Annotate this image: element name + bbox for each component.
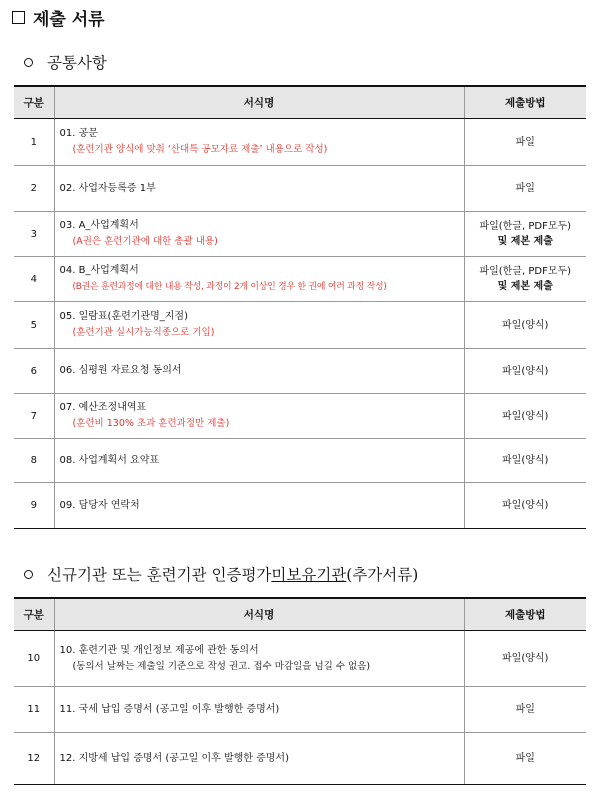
submit-method: 파일 xyxy=(464,119,586,166)
row-number: 4 xyxy=(14,257,54,302)
row-number: 8 xyxy=(14,439,54,483)
row-number: 9 xyxy=(14,483,54,529)
form-note: (B권은 훈련과정에 대한 내용 작성, 과정이 2개 이상인 경우 한 권에 여러 과정 작성) xyxy=(72,282,387,292)
form-name: 06. 심평원 자료요청 동의서 xyxy=(59,365,182,376)
submit-method-cell xyxy=(464,257,586,302)
row-number: 3 xyxy=(14,212,54,257)
submit-method: 파일(양식) xyxy=(464,483,586,529)
section-heading-common xyxy=(24,51,107,73)
form-name: 01. 공문 xyxy=(59,128,98,139)
submit-method: 파일 xyxy=(464,166,586,212)
form-note: (훈련기관 실시가능직종으로 기입) xyxy=(72,327,215,338)
form-name: 07. 예산조정내역표 xyxy=(59,402,147,413)
circle-bullet-icon xyxy=(24,58,33,67)
table-row xyxy=(14,394,586,439)
table-row xyxy=(14,212,586,257)
submit-method: 파일(양식) xyxy=(464,631,586,687)
submit-method: 파일(양식) xyxy=(464,394,586,439)
form-name-cell xyxy=(54,302,464,349)
column-header-submit-method: 제출방법 xyxy=(464,598,586,631)
form-note: (훈련기관 양식에 맞춰 ‘산대특 공모자료 제출’ 내용으로 작성) xyxy=(72,144,328,155)
column-header-submit-method: 제출방법 xyxy=(464,86,586,119)
form-name: 08. 사업계획서 요약표 xyxy=(59,454,160,466)
form-note: (A권은 훈련기관에 대한 총괄 내용) xyxy=(72,236,218,247)
table-row xyxy=(14,733,586,785)
additional-documents-table xyxy=(14,597,586,785)
table-row xyxy=(14,483,586,529)
form-name-cell xyxy=(54,439,464,483)
section-heading-additional xyxy=(24,563,418,585)
submit-method: 파일(양식) xyxy=(464,349,586,394)
checkbox-icon xyxy=(12,11,25,24)
table-row xyxy=(14,687,586,733)
form-name: 12. 지방세 납입 증명서 (공고일 이후 발행한 증명서) xyxy=(59,752,289,764)
row-number: 2 xyxy=(14,166,54,212)
submit-method: 파일(양식) xyxy=(464,302,586,349)
form-name: 05. 일람표(훈련기관명_지점) xyxy=(59,311,188,322)
form-name-cell xyxy=(54,119,464,166)
submit-method: 파일 xyxy=(464,687,586,733)
form-name: 02. 사업자등록증 1부 xyxy=(59,182,156,194)
submit-method: 파일 xyxy=(464,733,586,785)
submit-method-extra: 및 제본 제출 xyxy=(497,236,553,247)
submit-method: 파일(한글, PDF모두) xyxy=(479,266,572,277)
form-name-cell xyxy=(54,483,464,529)
form-name: 04. B_사업계획서 xyxy=(59,265,139,276)
form-name: 10. 훈련기관 및 개인정보 제공에 관한 동의서 xyxy=(59,644,259,656)
row-number: 5 xyxy=(14,302,54,349)
section-heading-underlined: 미보유기관 xyxy=(271,566,347,584)
submit-method: 파일(한글, PDF모두) xyxy=(479,221,572,232)
row-number: 7 xyxy=(14,394,54,439)
form-name-cell xyxy=(54,394,464,439)
table-row xyxy=(14,302,586,349)
column-header-form-name: 서식명 xyxy=(54,598,464,631)
common-documents-table xyxy=(14,85,586,529)
section-heading-text: 공통사항 xyxy=(47,54,107,72)
form-name-cell xyxy=(54,257,464,302)
form-name: 03. A_사업계획서 xyxy=(59,220,139,231)
circle-bullet-icon xyxy=(24,570,33,579)
table-row xyxy=(14,257,586,302)
form-name-cell xyxy=(54,212,464,257)
table-row xyxy=(14,166,586,212)
form-note: (동의서 날짜는 제출일 기준으로 작성 권고. 접수 마감일을 넘길 수 없음) xyxy=(72,660,371,672)
form-name-cell xyxy=(54,349,464,394)
table-row xyxy=(14,349,586,394)
form-name: 09. 담당자 연락처 xyxy=(59,499,140,511)
form-note: (훈련비 130% 초과 훈련과정만 제출) xyxy=(72,418,230,429)
form-name-cell xyxy=(54,687,464,733)
row-number: 11 xyxy=(14,687,54,733)
submit-method: 파일(양식) xyxy=(464,439,586,483)
table-row xyxy=(14,631,586,687)
column-header-no: 구분 xyxy=(14,598,54,631)
section-heading-suffix: (추가서류) xyxy=(346,566,419,584)
page-title-text: 제출 서류 xyxy=(33,10,105,30)
submit-method-extra: 및 제본 제출 xyxy=(497,281,553,292)
table-row xyxy=(14,439,586,483)
column-header-form-name: 서식명 xyxy=(54,86,464,119)
row-number: 1 xyxy=(14,119,54,166)
page-title xyxy=(12,5,105,30)
form-name: 11. 국세 납입 증명서 (공고일 이후 발행한 증명서) xyxy=(59,703,280,715)
submit-method-cell xyxy=(464,212,586,257)
form-name-cell xyxy=(54,166,464,212)
section-heading-prefix: 신규기관 또는 훈련기관 인증평가 xyxy=(47,566,272,584)
form-name-cell xyxy=(54,631,464,687)
form-name-cell xyxy=(54,733,464,785)
row-number: 12 xyxy=(14,733,54,785)
row-number: 6 xyxy=(14,349,54,394)
column-header-no: 구분 xyxy=(14,86,54,119)
row-number: 10 xyxy=(14,631,54,687)
table-row xyxy=(14,119,586,166)
